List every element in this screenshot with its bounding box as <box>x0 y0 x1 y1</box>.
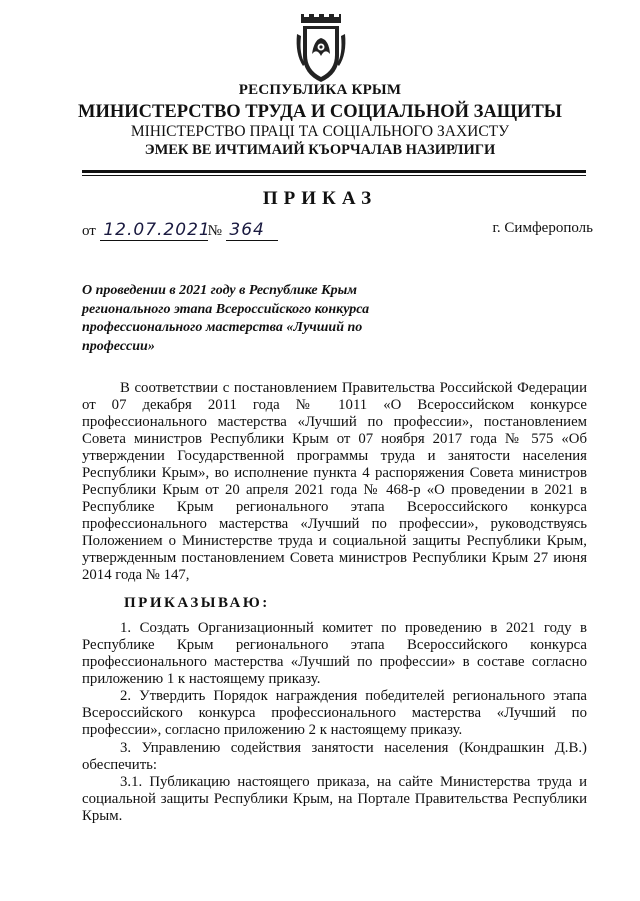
date-number-line <box>82 220 278 241</box>
from-label: от <box>82 223 96 239</box>
header-divider-thin <box>82 175 586 176</box>
document-title: ПРИКАЗ <box>262 188 378 209</box>
order-word: ПРИКАЗЫВАЮ: <box>124 595 270 611</box>
header-region: РЕСПУБЛИКА КРЫМ <box>238 82 402 98</box>
order-item-3-1: 3.1. Публикацию настоящего приказа, на сайте Министерства труда и социальной защиты Республики Крым, на Портале Правительства Республики Крым. <box>82 774 587 824</box>
number-label: № <box>207 223 222 239</box>
order-item-2: 2. Утвердить Порядок награждения победителей регионального этапа Всероссийского конкурса профессионального мастерства «Лучший по профессии», согласно приложению 2 к настоящему приказу. <box>82 688 587 738</box>
preamble-paragraph: В соответствии с постановлением Правительства Российской Федерации от 07 декабря 2011 года № 1011 «О Всероссийском конкурсе профессионального мастерства «Лучший по профессии», постановлением Совета министров Республики Крым от 07 ноября 2017 года № 575 «Об утверждении Государственной программы труда и занятости населения Республики Крым», во исполнение пункта 4 распоряжения Совета министров Республики Крым от 20 апреля 2021 года № 468-р «О проведении в 2021 в Республике Крым регионального этапа Всероссийского конкурса профессионального мастерства «Лучший по профессии», руководствуясь Положением о Министерстве труда и социальной защиты Республики Крым, утвержденным постановлением Совета министров Республики Крым 27 июня 2014 года № 147, <box>82 380 587 583</box>
crimea-coat-of-arms-icon <box>295 14 347 84</box>
document-city: г. Симферополь <box>492 220 593 236</box>
order-item-1: 1. Создать Организационный комитет по проведению в 2021 году в Республике Крым регионального этапа Всероссийского конкурса профессионального мастерства «Лучший по профессии» в составе согласно приложению 1 к настоящему приказу. <box>82 620 587 687</box>
document-number: 364 <box>229 220 265 240</box>
header-divider-thick <box>82 170 586 173</box>
order-item-3: 3. Управлению содействия занятости населения (Кондрашкин Д.В.) обеспечить: <box>82 740 587 773</box>
document-date: 12.07.2021 <box>103 220 211 240</box>
document-subject: О проведении в 2021 году в Республике Крым регионального этапа Всероссийского конкурса профессионального мастерства «Лучший по профессии» <box>82 283 370 354</box>
header-ministry-uk: МІНІСТЕРСТВО ПРАЦІ ТА СОЦІАЛЬНОГО ЗАХИСТУ <box>130 123 510 140</box>
header-ministry-crh: ЭМЕК ВЕ ИЧТИМАИЙ КЪОРЧАЛАВ НАЗИРЛИГИ <box>144 142 496 158</box>
header-ministry-ru: МИНИСТЕРСТВО ТРУДА И СОЦИАЛЬНОЙ ЗАЩИТЫ <box>78 102 562 122</box>
